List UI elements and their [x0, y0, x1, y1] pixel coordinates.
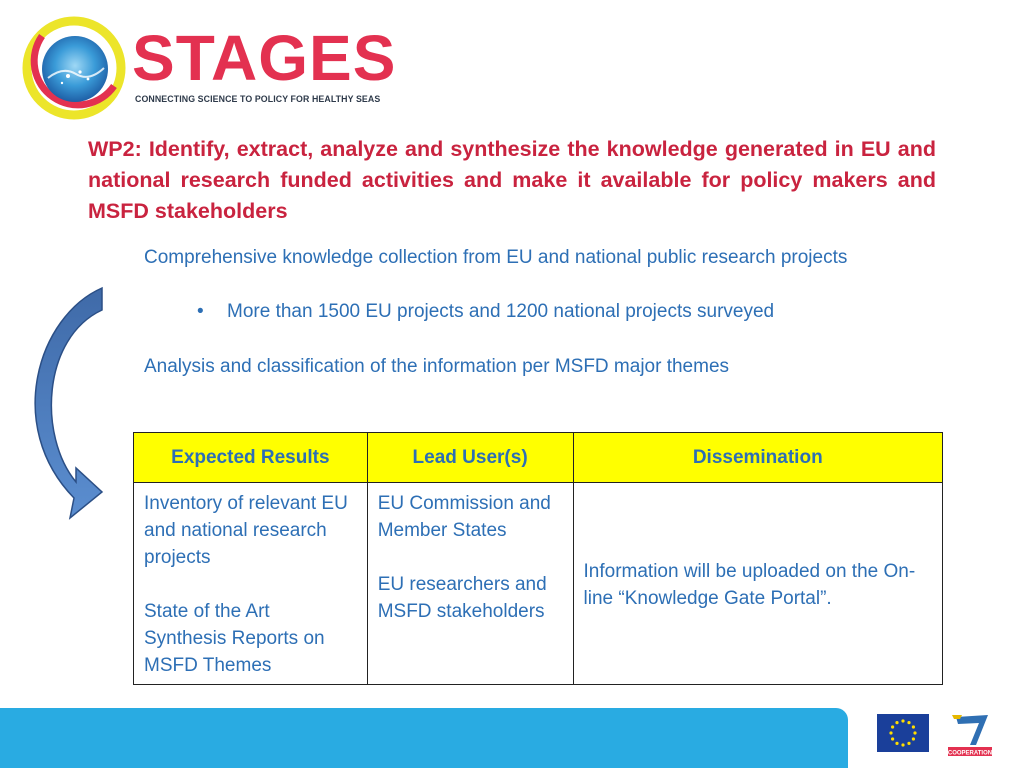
- curved-arrow-icon: [18, 286, 104, 550]
- results-table: [133, 432, 943, 685]
- table-row: [134, 483, 943, 685]
- footer-bar: [0, 708, 848, 768]
- bullet-text: More than 1500 EU projects and 1200 national projects surveyed: [227, 301, 775, 322]
- expected-result-synthesis: State of the Art Synthesis Reports on MSFD Themes: [144, 601, 325, 676]
- lead-user-commission: EU Commission and Member States: [377, 493, 551, 541]
- bullet-item: [197, 298, 774, 325]
- header-expected-results: Expected Results: [134, 433, 368, 483]
- header-lead-users: Lead User(s): [367, 433, 573, 483]
- fp7-cooperation-icon: [946, 711, 994, 757]
- stages-wordmark: STAGES: [132, 22, 397, 94]
- lead-user-researchers: EU researchers and MSFD stakeholders: [377, 574, 547, 622]
- dissemination-cell: Information will be uploaded on the On-line “Knowledge Gate Portal”.: [573, 483, 942, 685]
- knowledge-collection-text: Comprehensive knowledge collection from EU and national public research projects: [144, 247, 848, 268]
- slide-title: WP2: Identify, extract, analyze and synthesize the knowledge generated in EU and national research funded activities and make it available for policy makers and MSFD stakeholders: [88, 137, 936, 223]
- bullet-marker: •: [197, 301, 204, 322]
- analysis-text: Analysis and classification of the information per MSFD major themes: [144, 356, 730, 377]
- eu-flag-icon: [877, 714, 929, 752]
- stages-logo-ring-icon: [18, 16, 130, 120]
- expected-result-inventory: Inventory of relevant EU and national research projects: [144, 493, 348, 568]
- table-header-row: [134, 433, 943, 483]
- lead-users-cell: [367, 483, 573, 685]
- fp7-number: 7: [990, 737, 991, 738]
- stages-tagline: CONNECTING SCIENCE TO POLICY FOR HEALTHY SEAS: [135, 94, 381, 104]
- fp7-caption: COOPERATION: [947, 750, 993, 757]
- header-dissemination: Dissemination: [573, 433, 942, 483]
- expected-results-cell: [134, 483, 368, 685]
